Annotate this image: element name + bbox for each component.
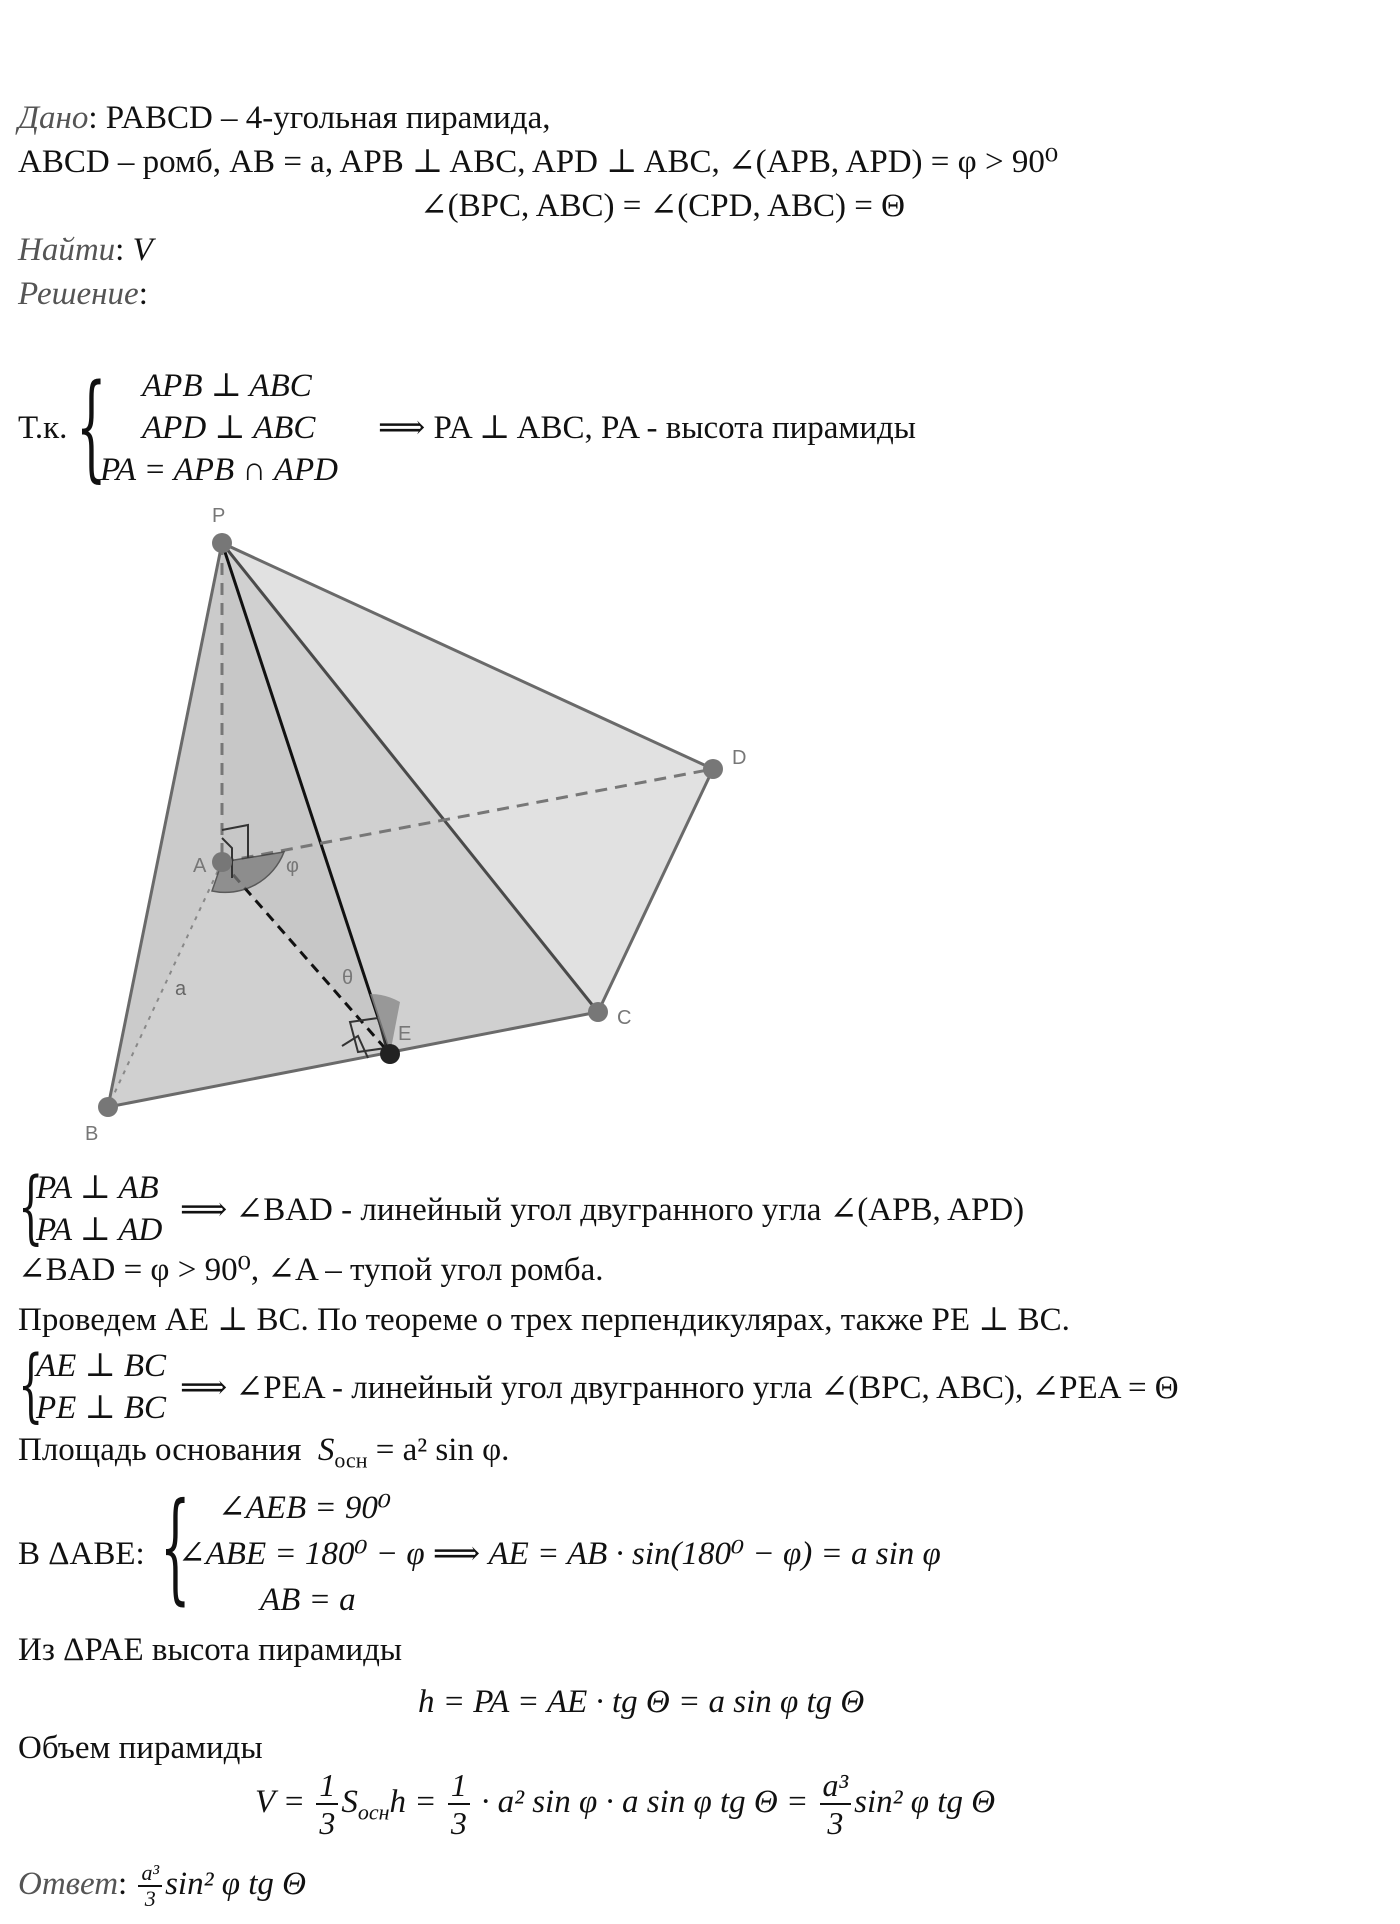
sys-a-1: PA ⊥ AB xyxy=(36,1170,159,1206)
find-label: Найти xyxy=(18,232,116,268)
tk-sys-1: APB ⊥ ABC xyxy=(142,368,312,404)
answer-frac xyxy=(138,1861,162,1911)
label-p: P xyxy=(212,505,226,527)
vol-frac-2 xyxy=(448,1767,470,1841)
draw-line: Проведем AE ⊥ BC. По теореме о трех перпендикулярах, также PE ⊥ BC. xyxy=(18,1302,1070,1338)
vol-s-sub: осн xyxy=(357,1799,390,1825)
vertex-b xyxy=(98,1097,118,1117)
sys-a-2: PA ⊥ AD xyxy=(36,1212,163,1248)
label-a-side: a xyxy=(175,978,187,1000)
given-text-1: PABCD – 4-угольная пирамида, xyxy=(105,100,551,136)
vol-frac-1-num: 1 xyxy=(316,1767,338,1805)
area-rhs: = a² sin φ. xyxy=(375,1432,510,1468)
label-b: B xyxy=(85,1123,99,1145)
vol-end: sin² φ tg Θ xyxy=(854,1784,996,1820)
pae-line: Из ΔPAE высота пирамиды xyxy=(18,1632,403,1668)
answer-rest: sin² φ tg Θ xyxy=(165,1866,306,1902)
answer-den: 3 xyxy=(144,1886,156,1912)
vertex-e xyxy=(380,1044,400,1064)
sys-b-2: PE ⊥ BC xyxy=(36,1390,167,1426)
tk-result: ⟹ PA ⊥ ABC, PA - высота пирамиды xyxy=(378,410,916,446)
obtuse-line: ∠BAD = φ > 90⁰, ∠A – тупой угол ромба. xyxy=(18,1252,604,1288)
tk-brace: { xyxy=(76,360,107,495)
volume-text: Объем пирамиды xyxy=(18,1730,263,1766)
vol-lhs: V = xyxy=(255,1784,306,1820)
vol-frac-2-den: 3 xyxy=(450,1805,467,1842)
vol-h: h = xyxy=(389,1784,437,1820)
vol-mid2: · a² sin φ · a sin φ tg Θ = xyxy=(481,1784,809,1820)
find-value: V xyxy=(132,232,153,268)
given-label: Дано xyxy=(18,100,89,136)
given-text-3: ∠(BPC, ABC) = ∠(CPD, ABC) = Θ xyxy=(420,188,905,224)
vol-frac-1 xyxy=(316,1767,338,1841)
tk-sys-3: PA = APB ∩ APD xyxy=(100,452,338,488)
label-c: C xyxy=(617,1007,632,1029)
given-text-2: ABCD – ромб, AB = a, APB ⊥ ABC, APD ⊥ ABC, ∠(APB, APD) = φ > 90⁰ xyxy=(18,144,1059,180)
vertex-p xyxy=(212,533,232,553)
vol-frac-3-den: 3 xyxy=(827,1805,844,1842)
vol-frac-1-den: 3 xyxy=(319,1805,336,1842)
abe-2: ∠ABE = 180⁰ − φ ⟹ AE = AB · sin(180⁰ − φ) = a sin φ xyxy=(178,1536,941,1572)
sys-b-result: ⟹ ∠PEA - линейный угол двугранного угла ∠(BPC, ABC), ∠PEA = Θ xyxy=(180,1370,1179,1406)
sys-b-1: AE ⊥ BC xyxy=(36,1348,167,1384)
abe-1: ∠AEB = 90⁰ xyxy=(218,1490,392,1526)
abe-3: AB = a xyxy=(260,1582,356,1618)
pyramid-figure xyxy=(60,500,860,1145)
answer-label: Ответ xyxy=(18,1866,119,1902)
answer-num: a³ xyxy=(138,1861,162,1887)
volume-formula xyxy=(255,1762,995,1853)
label-d: D xyxy=(732,747,747,769)
answer-line: Ответ: $\frac{\text{a³}}{3}$ sin² φ tg Θ xyxy=(18,1860,306,1912)
find-line: Найти: V xyxy=(18,232,153,268)
vol-frac-3 xyxy=(820,1767,852,1841)
vol-frac-3-num: a³ xyxy=(820,1767,852,1805)
label-a: A xyxy=(193,855,207,877)
vol-s: S xyxy=(341,1784,358,1820)
area-sub: осн xyxy=(334,1447,368,1473)
brace-a: { xyxy=(18,1162,44,1254)
solution-line: Решение: xyxy=(18,276,148,312)
vertex-c xyxy=(588,1002,608,1022)
area-s: S xyxy=(317,1432,335,1468)
height-formula: h = PA = AE · tg Θ = a sin φ tg Θ xyxy=(418,1684,865,1720)
area-line xyxy=(18,1430,509,1481)
label-e: E xyxy=(398,1023,412,1045)
label-phi: φ xyxy=(286,855,299,877)
sys-a-result: ⟹ ∠BAD - линейный угол двугранного угла ∠(APB, APD) xyxy=(180,1192,1025,1228)
vertex-d xyxy=(703,759,723,779)
vertex-a xyxy=(212,852,232,872)
vol-frac-2-num: 1 xyxy=(448,1767,470,1805)
brace-c: { xyxy=(160,1478,191,1618)
solution-label: Решение xyxy=(18,276,139,312)
abe-prefix: В ΔABE: xyxy=(18,1536,145,1572)
given-line-2 xyxy=(18,142,1058,182)
tk-prefix: Т.к. xyxy=(18,410,68,446)
brace-b: { xyxy=(18,1340,44,1432)
given-line-3 xyxy=(420,186,905,226)
given-line-1: Дано: PABCD – 4-угольная пирамида, xyxy=(18,100,551,136)
label-theta: θ xyxy=(342,967,354,989)
area-text: Площадь основания xyxy=(18,1432,302,1468)
tk-sys-2: APD ⊥ ABC xyxy=(142,410,316,446)
